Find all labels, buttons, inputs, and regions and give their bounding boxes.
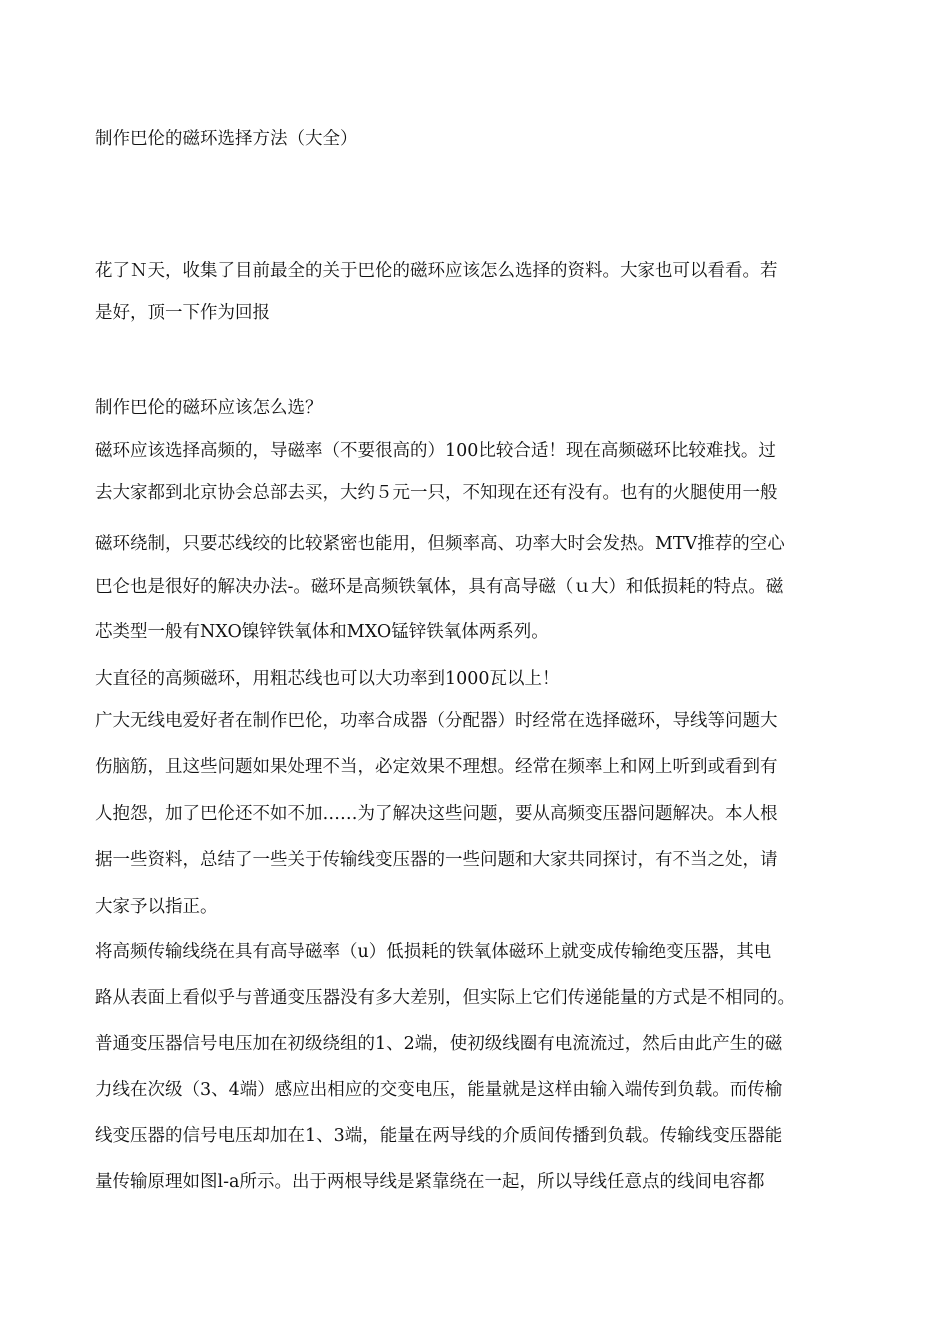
body-line: 大直径的高频磁环，用粗芯线也可以大功率到1000瓦以上！	[95, 669, 560, 689]
body-line: 力线在次级（3、4端）感应出相应的交变电压，能量就是这样由输入端传到负载。而传榆	[95, 1080, 783, 1100]
body-line: 磁环应该选择高频的，导磁率（不要很高的）100比较合适！现在高频磁环比较难找。过	[95, 441, 776, 461]
section-heading: 制作巴伦的磁环应该怎么选？	[95, 398, 323, 418]
body-line: 路从表面上看似乎与普通变压器没有多大差别，但实际上它们传递能量的方式是不相同的。	[95, 988, 795, 1008]
body-line: 磁环绕制，只要芯线绞的比较紧密也能用，但频率高、功率大时会发热。MTV推荐的空心	[95, 534, 785, 554]
body-line: 伤脑筋，且这些问题如果处理不当，必定效果不理想。经常在频率上和网上听到或看到有	[95, 757, 778, 777]
body-line: 线变压器的信号电压却加在1、3端，能量在两导线的介质间传播到负载。传输线变压器能	[95, 1126, 783, 1146]
intro-line: 花了Ｎ天，收集了目前最全的关于巴伦的磁环应该怎么选择的资料。大家也可以看看。若	[95, 261, 778, 281]
body-line: 去大家都到北京协会总部去买，大约５元一只，不知现在还有没有。也有的火腿使用一般	[95, 483, 778, 503]
body-line: 巴仑也是很好的解决办法-。磁环是高频铁氧体，具有高导磁（ｕ大）和低损耗的特点。磁	[95, 577, 784, 597]
body-line: 人抱怨，加了巴伦还不如不加……为了解决这些问题，要从高频变压器问题解决。本人根	[95, 804, 778, 824]
intro-line: 是好，顶一下作为回报	[95, 303, 270, 323]
document-title: 制作巴伦的磁环选择方法（大全）	[95, 129, 358, 149]
body-line: 广大无线电爱好者在制作巴伦，功率合成器（分配器）时经常在选择磁环，导线等问题大	[95, 711, 778, 731]
body-line: 量传输原理如图l-a所示。出于两根导线是紧靠绕在一起，所以导线任意点的线间电容都	[95, 1172, 765, 1192]
body-line: 将高频传输线绕在具有高导磁率（u）低损耗的铁氧体磁环上就变成传输绝变压器，其电	[95, 942, 772, 962]
body-line: 大家予以指正。	[95, 897, 218, 917]
body-line: 普通变压器信号电压加在初级绕组的1、2端，使初级线圈有电流流过，然后由此产生的磁	[95, 1034, 783, 1054]
body-line: 芯类型一般有NXO镍锌铁氧体和MXO锰锌铁氧体两系列。	[95, 622, 549, 642]
body-line: 据一些资料，总结了一些关于传输线变压器的一些问题和大家共同探讨，有不当之处，请	[95, 850, 778, 870]
